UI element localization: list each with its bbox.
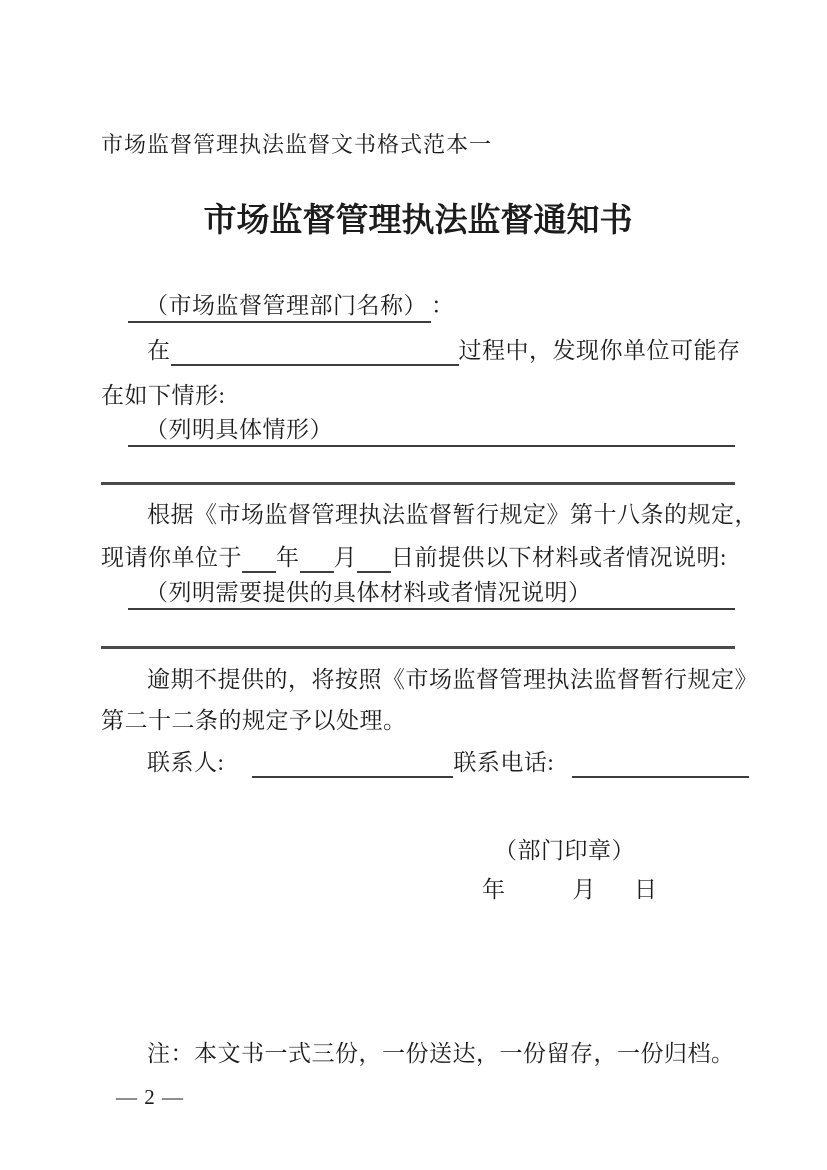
contact-phone-label: 联系电话: <box>453 750 555 775</box>
situations-placeholder-line <box>128 415 735 447</box>
blank-write-line-1 <box>101 482 735 485</box>
contact-line <box>101 748 735 778</box>
paragraph-basis-line1: 根据《市场监督管理执法监督暂行规定》第十八条的规定， <box>147 502 758 527</box>
recipient-colon: ： <box>431 293 455 318</box>
year-label: 年 <box>276 545 300 570</box>
footnote: 注：本文书一式三份，一份送达，一份留存，一份归档。 <box>147 1041 735 1066</box>
paragraph-basis-line2 <box>101 543 735 573</box>
signature-date-line <box>101 875 735 905</box>
form-label: 市场监督管理执法监督文书格式范本一 <box>101 132 493 157</box>
materials-placeholder-line <box>128 578 735 610</box>
recipient-name-placeholder: （市场监督管理部门名称） <box>128 291 431 323</box>
blank-write-line-2 <box>101 646 735 649</box>
contact-person-label: 联系人: <box>147 750 225 775</box>
fill-in-blank-process <box>171 336 459 366</box>
date-year-label: 年 <box>482 877 506 902</box>
month-label: 月 <box>333 545 357 570</box>
date-month-label: 月 <box>572 877 596 902</box>
page-number: — 2 — <box>116 1085 184 1109</box>
fill-in-blank-contact-person <box>252 748 453 778</box>
situations-placeholder-text: （列明具体情形） <box>145 417 333 442</box>
paragraph-overdue-line2: 第二十二条的规定予以处理。 <box>101 708 407 733</box>
fill-in-blank-contact-phone <box>572 748 749 778</box>
fill-in-blank-month <box>300 543 334 573</box>
materials-placeholder-text: （列明需要提供的具体材料或者情况说明） <box>145 580 592 605</box>
recipient-line <box>101 291 735 323</box>
fill-in-blank-year <box>242 543 276 573</box>
during-after-blank: 过程中，发现你单位可能存 <box>458 338 741 363</box>
basis-line2-prefix: 现请你单位于 <box>101 545 242 570</box>
paragraph-overdue-line1: 逾期不提供的，将按照《市场监督管理执法监督暂行规定》 <box>147 667 758 692</box>
basis-line2-rest: 日前提供以下材料或者情况说明: <box>391 545 727 570</box>
fill-in-blank-day <box>357 543 391 573</box>
date-day-label: 日 <box>634 877 658 902</box>
paragraph-during-line2: 在如下情形: <box>101 383 226 408</box>
stamp-placeholder: （部门印章） <box>494 838 635 863</box>
document-title: 市场监督管理执法监督通知书 <box>203 203 633 239</box>
paragraph-during-line1 <box>101 336 741 366</box>
during-prefix: 在 <box>147 338 171 363</box>
